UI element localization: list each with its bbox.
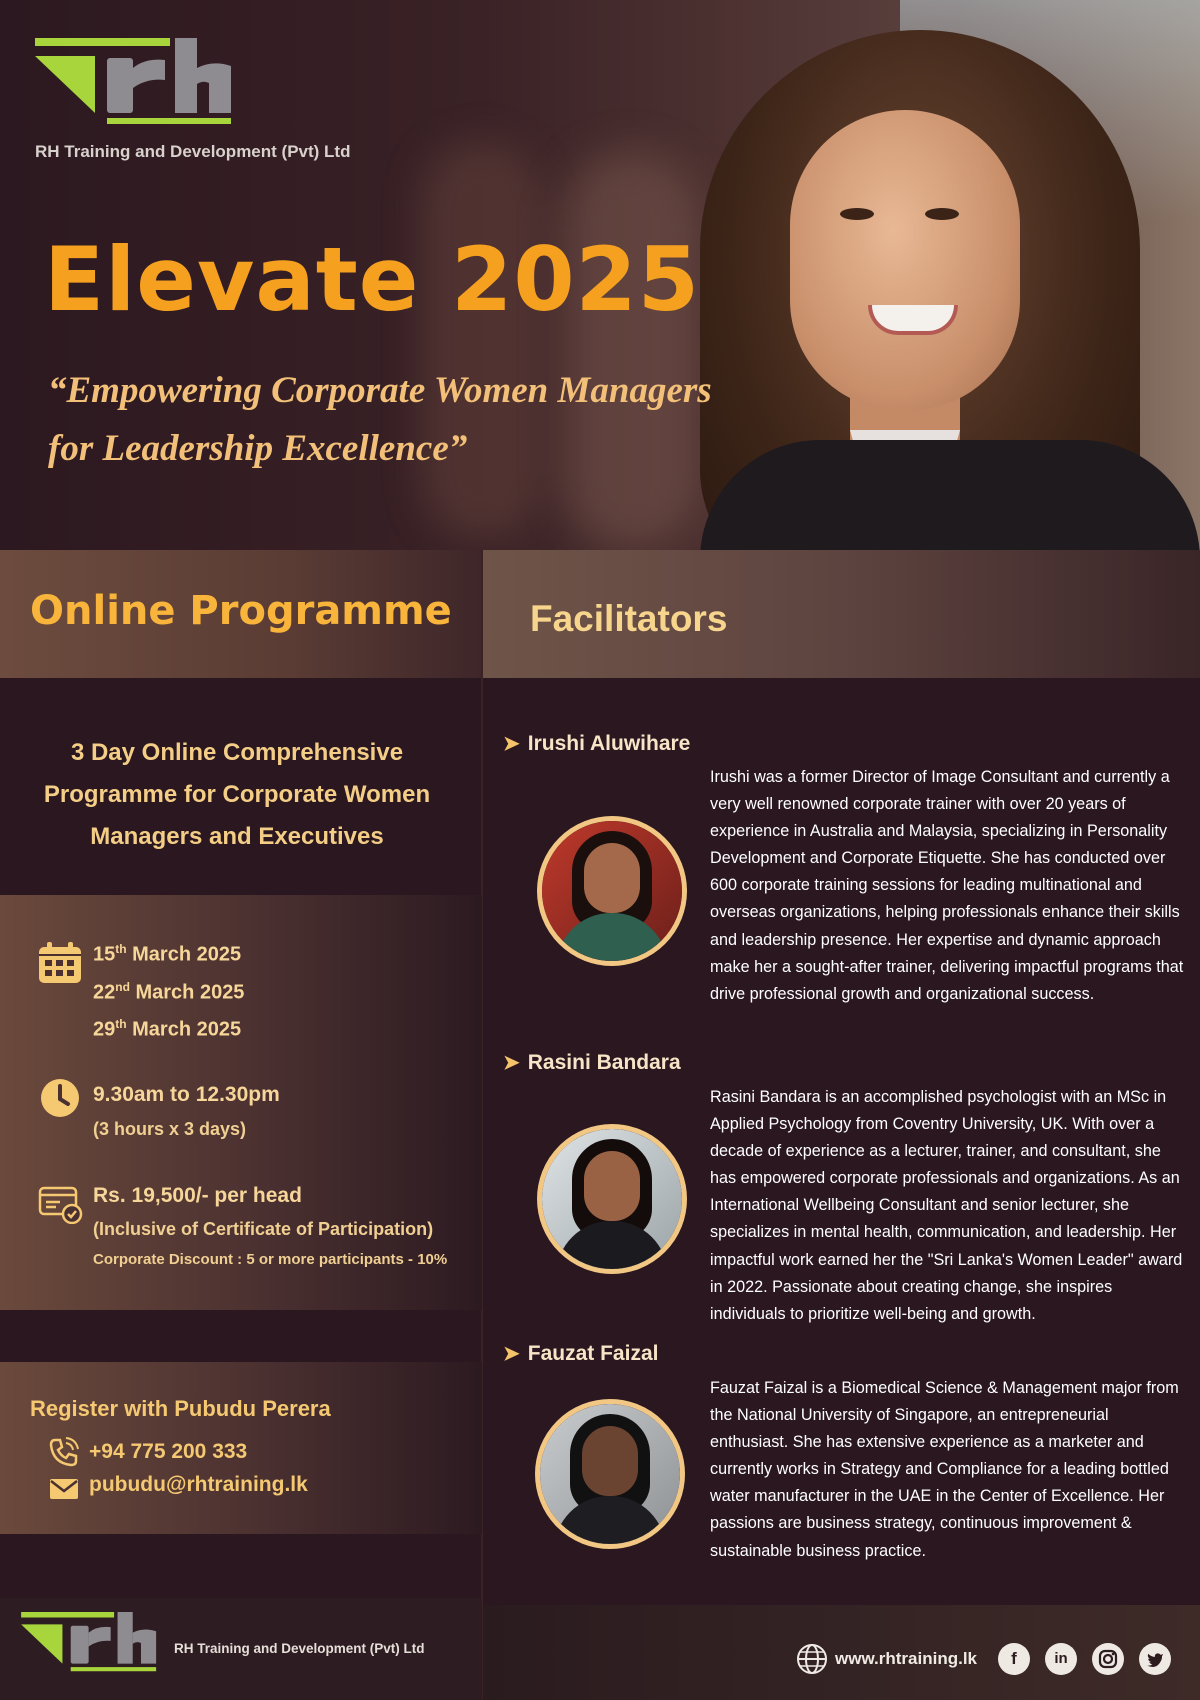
background-person-blur (560, 150, 700, 550)
price-note: (Inclusive of Certificate of Participation) (93, 1219, 434, 1239)
website-link[interactable]: www.rhtraining.lk (835, 1649, 977, 1668)
programme-date: 15th March 2025 (93, 942, 242, 966)
facilitator-name: ➤ Fauzat Faizal (503, 1342, 659, 1365)
hero-photo-eye (840, 208, 874, 220)
programme-description (20, 732, 454, 858)
corporate-discount: Corporate Discount : 5 or more participants - 10% (93, 1251, 448, 1268)
programme-date: 29th March 2025 (93, 1017, 242, 1041)
event-title: Elevate 2025 (44, 228, 701, 331)
registration-title: Register with Pubudu Perera (30, 1396, 331, 1421)
facilitator-photo (537, 816, 687, 966)
arrow-right-icon: ➤ (503, 1052, 520, 1074)
phone-link[interactable]: +94 775 200 333 (89, 1440, 248, 1463)
linkedin-icon[interactable]: in (1045, 1643, 1077, 1675)
facilitator-photo (535, 1399, 685, 1549)
programme-heading: Online Programme (30, 588, 452, 634)
description-line: 3 Day Online Comprehensive (70, 739, 404, 766)
calendar-icon (38, 942, 82, 984)
clock-icon (40, 1078, 80, 1118)
arrow-right-icon: ➤ (503, 733, 520, 755)
facilitator-bio: Irushi was a former Director of Image Consultant and currently a very well renowned corporate trainer with over 20 years of experience in Australia and Malaysia, specializing in Personality Development and Corporate Etiquette. She has conducted over 600 corporate training sessions for leading multinational and overseas organizations, helping professionals enhance their skills and leadership presence. Her expertise and dynamic approach make her a sought-after trainer, delivering impactful programs that drive professional growth and organizational success. (710, 768, 1184, 1003)
facilitators-heading: Facilitators (530, 598, 728, 639)
globe-icon (796, 1643, 828, 1675)
phone-icon (49, 1437, 79, 1467)
facilitator-photo (537, 1124, 687, 1274)
programme-price: Rs. 19,500/- per head (93, 1184, 302, 1207)
event-tagline (48, 362, 808, 478)
facilitator-bio: Rasini Bandara is an accomplished psychologist with an MSc in Applied Psychology from Coventry University, UK. With over a decade of experience as a lecturer, trainer, and consultant, she has empowered corporate professionals and organizations. As an International Wellbeing Consultant and senior lecturer, she specializes in mental health, communication, and leadership. Her impactful work earned her the "Sri Lanka's Women Leader" award in 2022. Passionate about creating change, she inspires individuals to prioritize well-being and growth. (710, 1088, 1183, 1323)
description-line: Programme for Corporate Women (43, 781, 431, 808)
facebook-icon[interactable]: f (998, 1643, 1030, 1675)
facilitator-bio: Fauzat Faizal is a Biomedical Science & Management major from the National University of Singapore, an entrepreneurial enthusiast. She has extensive experience as a marketer and currently works in Strategy and Compliance for a leading bottled water manufacturer in the UAE in the Center of Excellence. Her passions are business strategy, continuous improvement & sustainable business practice. (710, 1379, 1179, 1560)
hero-photo-eye (925, 208, 959, 220)
rh-logo (35, 38, 235, 128)
facilitator-name: ➤ Irushi Aluwihare (503, 732, 691, 755)
programme-duration: (3 hours x 3 days) (93, 1119, 247, 1139)
tagline-line: for Leadership Excellence” (48, 428, 468, 469)
company-name: RH Training and Development (Pvt) Ltd (35, 142, 351, 161)
tagline-line: “Empowering Corporate Women Managers (48, 370, 712, 411)
rh-logo-footer (20, 1612, 160, 1674)
arrow-right-icon: ➤ (503, 1343, 520, 1365)
footer-company-name: RH Training and Development (Pvt) Ltd (174, 1641, 425, 1656)
invoice-icon (38, 1186, 84, 1224)
programme-time: 9.30am to 12.30pm (93, 1083, 280, 1106)
facilitator-name: ➤ Rasini Bandara (503, 1051, 681, 1074)
description-line: Managers and Executives (90, 823, 384, 850)
mail-icon (49, 1478, 79, 1500)
email-link[interactable]: pubudu@rhtraining.lk (89, 1473, 308, 1496)
instagram-icon[interactable] (1092, 1643, 1124, 1675)
hero-photo-face (790, 110, 1020, 410)
programme-date: 22nd March 2025 (93, 980, 245, 1004)
twitter-icon[interactable] (1139, 1643, 1171, 1675)
background-person-blur (420, 140, 540, 540)
